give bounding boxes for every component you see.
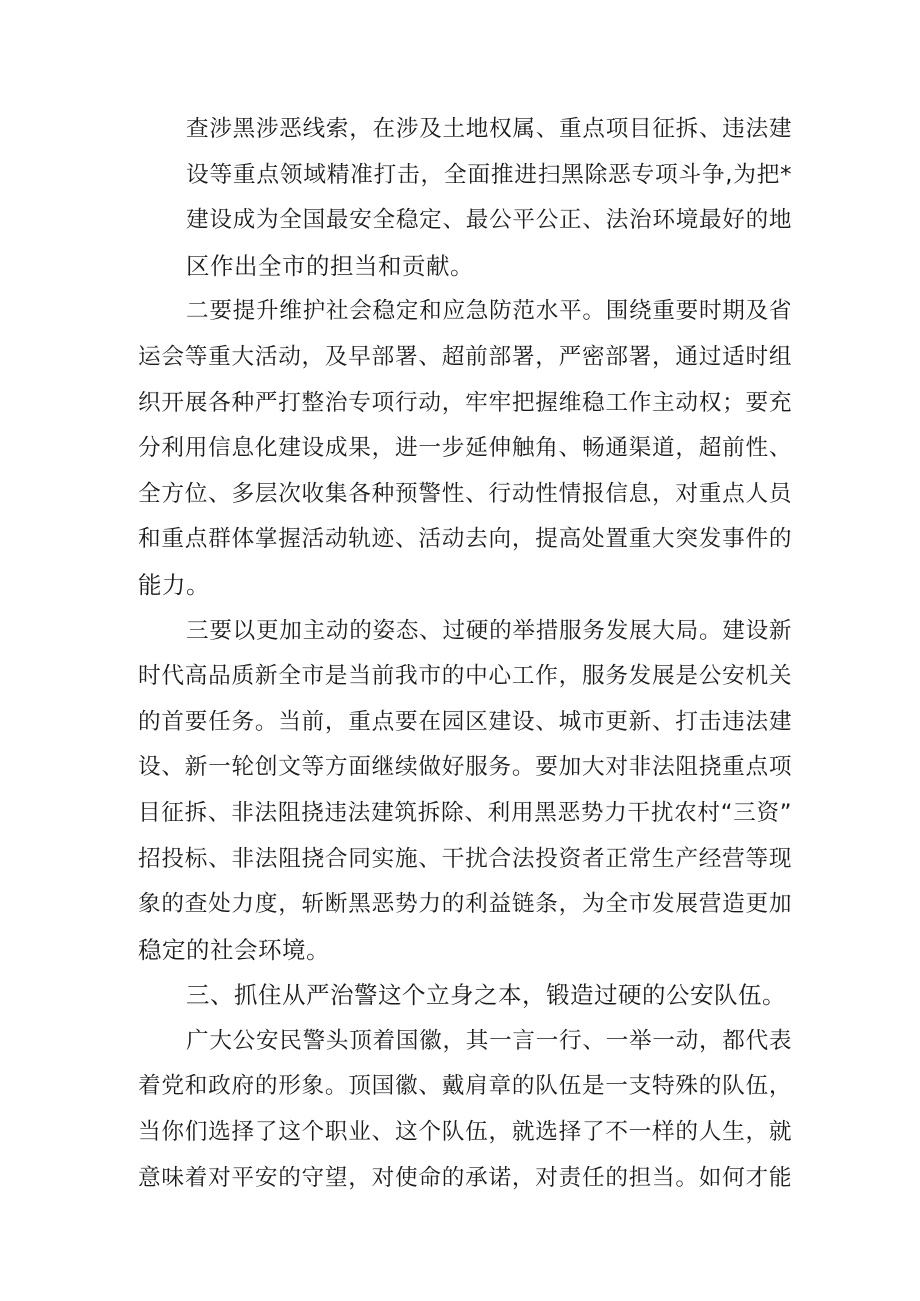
text-line: 设等重点领域精准打击，全面推进扫黑除恶专项斗争,为把* — [186, 161, 792, 188]
text-line: 设、新一轮创文等方面继续做好服务。要加大对非法阻挠重点项 — [138, 754, 792, 781]
text-line: 象的查处力度，斩断黑恶势力的利益链条，为全市发展营造更加 — [138, 891, 792, 918]
text-line: 广大公安民警头顶着国徽，其一言一行、一举一动，都代表 — [186, 1027, 792, 1054]
text-line: 三、抓住从严治警这个立身之本，锻造过硬的公安队伍。 — [186, 981, 786, 1010]
text-line: 稳定的社会环境。 — [138, 935, 330, 964]
text-line: 目征拆、非法阻挠违法建筑拆除、利用黑恶势力干扰农村“三资” — [138, 799, 792, 826]
text-line: 全方位、多层次收集各种预警性、行动性情报信息，对重点人员 — [138, 480, 792, 507]
text-line: 和重点群体掌握活动轨迹、活动去向，提高处置重大突发事件的 — [138, 526, 792, 553]
text-line: 的首要任务。当前，重点要在园区建设、城市更新、打击违法建 — [138, 708, 792, 735]
text-line: 查涉黑涉恶线索，在涉及土地权属、重点项目征拆、违法建 — [186, 116, 792, 142]
text-line: 着党和政府的形象。顶国徽、戴肩章的队伍是一支特殊的队伍， — [138, 1073, 792, 1100]
text-line: 二要提升维护社会稳定和应急防范水平。围绕重要时期及省 — [186, 298, 792, 325]
text-line: 时代高品质新全市是当前我市的中心工作，服务发展是公安机关 — [138, 663, 792, 690]
text-line: 运会等重大活动，及早部署、超前部署，严密部署，通过适时组 — [138, 343, 792, 370]
text-line: 建设成为全国最安全稳定、最公平公正、法治环境最好的地 — [186, 207, 792, 234]
body-text — [138, 107, 792, 1201]
text-line: 区作出全市的担当和贡献。 — [186, 251, 474, 280]
text-line: 招投标、非法阻挠合同实施、干扰合法投资者正常生产经营等现 — [138, 845, 792, 872]
text-line: 织开展各种严打整治专项行动，牢牢把握维稳工作主动权；要充 — [138, 389, 792, 416]
text-line: 当你们选择了这个职业、这个队伍，就选择了不一样的人生，就 — [138, 1119, 792, 1146]
text-line: 三要以更加主动的姿态、过硬的举措服务发展大局。建设新 — [186, 617, 792, 644]
text-line: 能力。 — [138, 570, 210, 599]
text-line: 分利用信息化建设成果，进一步延伸触角、畅通渠道，超前性、 — [138, 435, 792, 462]
text-line: 意味着对平安的守望，对使命的承诺，对责任的担当。如何才能 — [138, 1164, 792, 1191]
